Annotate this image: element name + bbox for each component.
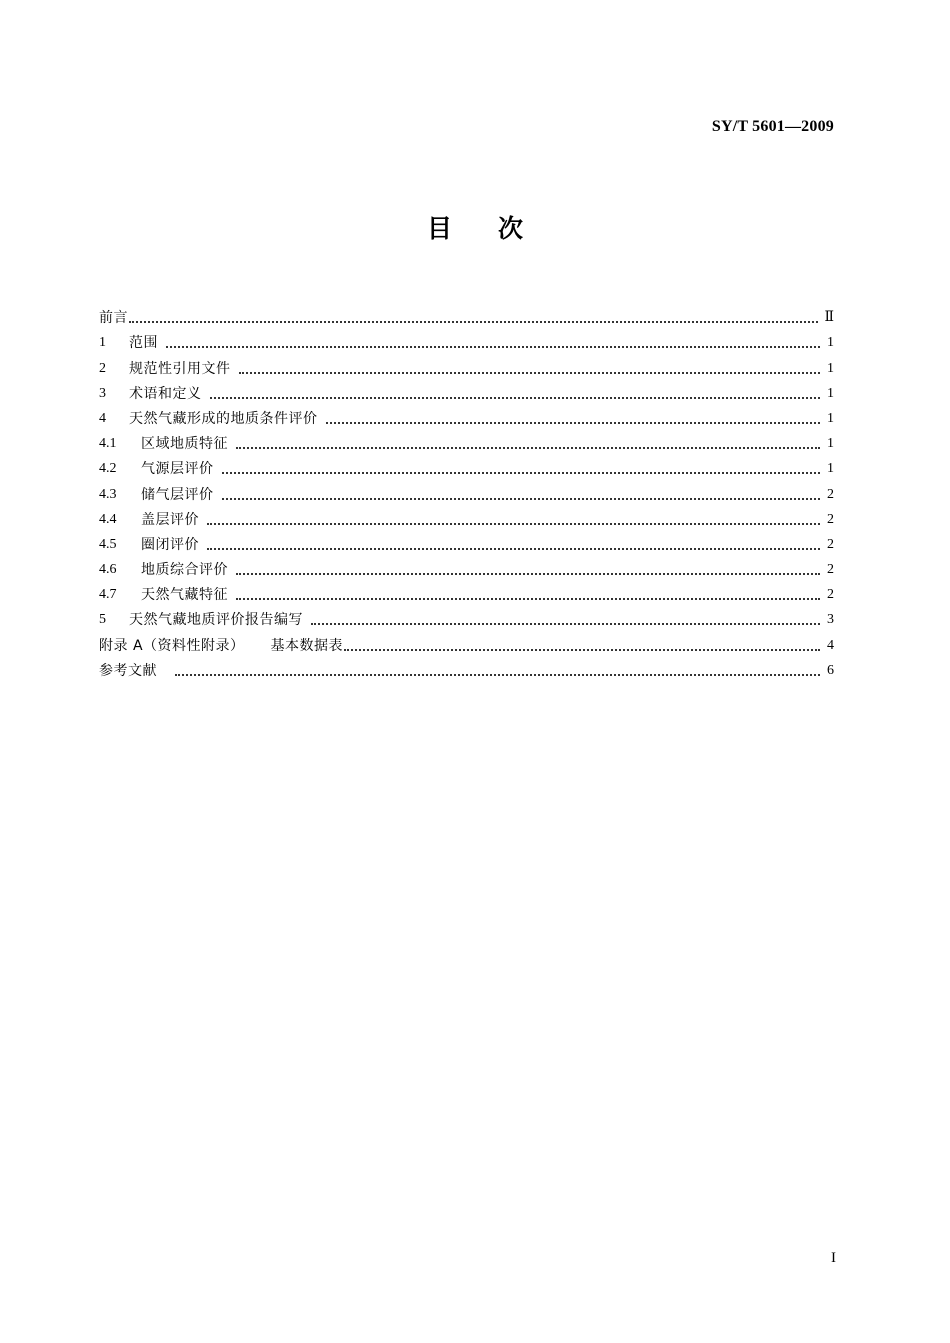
toc-entry-label: 天然气藏形成的地质条件评价 [129, 410, 318, 427]
toc-entry-4-2[interactable] [99, 454, 834, 479]
toc-entry-1[interactable] [99, 328, 834, 353]
toc-entry-number: 4 [99, 410, 106, 426]
toc-entry-label: 范围 [129, 335, 158, 352]
toc-entry-label: 天然气藏特征 [141, 587, 228, 604]
toc-entry-number: 4.6 [99, 562, 117, 578]
toc-entry-page: 2 [827, 536, 834, 552]
toc-leader-dots [239, 372, 821, 374]
toc-entry-page: 1 [827, 360, 834, 376]
toc-entry-page: 3 [827, 612, 834, 628]
toc-entry-page: 2 [827, 511, 834, 527]
toc-entry-3[interactable] [99, 379, 834, 404]
appendix-title: 基本数据表 [270, 637, 344, 654]
toc-entry-page: Ⅱ [824, 310, 834, 326]
toc-leader-dots [210, 397, 821, 399]
toc-entry-2[interactable] [99, 353, 834, 378]
toc-title [0, 212, 950, 246]
toc-leader-dots [236, 598, 820, 600]
toc-entry-4-1[interactable] [99, 429, 834, 454]
toc-leader-dots [207, 548, 820, 550]
toc-entry-number: 4.5 [99, 536, 117, 552]
toc-entry-page: 1 [827, 461, 834, 477]
toc-entry-foreword[interactable] [99, 303, 834, 328]
standard-code: SY/T 5601—2009 [711, 118, 834, 135]
toc-entry-bibliography[interactable] [99, 656, 834, 681]
toc-entry-label: 规范性引用文件 [129, 360, 231, 377]
toc-leader-dots [344, 649, 820, 651]
toc-entry-page: 1 [827, 335, 834, 351]
toc-leader-dots [129, 321, 818, 323]
toc-entry-label: 储气层评价 [141, 486, 214, 503]
toc-entry-4-7[interactable] [99, 580, 834, 605]
toc-title-char-2: 次 [498, 214, 524, 243]
toc-entry-page: 4 [827, 637, 834, 653]
toc-leader-dots [236, 447, 820, 449]
toc-entry-4-6[interactable] [99, 555, 834, 580]
page-number: I [831, 1250, 836, 1266]
toc-entry-label: 圈闭评价 [141, 536, 199, 553]
toc-leader-dots [207, 523, 820, 525]
toc-entry-page: 1 [827, 436, 834, 452]
toc-entry-page: 2 [827, 587, 834, 603]
toc-leader-dots [236, 573, 820, 575]
toc-leader-dots [166, 346, 820, 348]
toc-entry-4-4[interactable] [99, 505, 834, 530]
toc-leader-dots [175, 674, 820, 676]
toc-entry-page: 2 [827, 562, 834, 578]
appendix-label: 附录 A（资料性附录） [99, 637, 245, 654]
toc-entry-label: 区域地质特征 [141, 436, 228, 453]
toc-entry-4-3[interactable] [99, 479, 834, 504]
toc-entry-number: 4.4 [99, 511, 117, 527]
toc-entry-page: 6 [827, 662, 834, 678]
toc-title-char-1: 目 [426, 214, 452, 243]
toc-entry-number: 4.2 [99, 461, 117, 477]
toc-entry-number: 4.1 [99, 436, 117, 452]
toc-leader-dots [326, 422, 821, 424]
toc-entry-number: 4.7 [99, 587, 117, 603]
toc-entry-label: 参考文献 [99, 662, 157, 679]
toc-entry-4[interactable] [99, 404, 834, 429]
toc-entry-number: 4.3 [99, 486, 117, 502]
toc-entry-appendix-a[interactable] [99, 630, 834, 655]
toc-leader-dots [311, 623, 820, 625]
table-of-contents [99, 303, 834, 681]
toc-entry-4-5[interactable] [99, 530, 834, 555]
toc-leader-dots [222, 472, 821, 474]
toc-entry-label: 天然气藏地质评价报告编写 [129, 612, 303, 629]
toc-entry-label: 前言 [99, 310, 128, 327]
toc-entry-number: 1 [99, 335, 106, 351]
toc-entry-page: 1 [827, 410, 834, 426]
toc-entry-label: 盖层评价 [141, 511, 199, 528]
toc-entry-number: 2 [99, 360, 106, 376]
toc-entry-number: 5 [99, 612, 106, 628]
toc-entry-label: 气源层评价 [141, 461, 214, 478]
toc-entry-label: 术语和定义 [129, 385, 202, 402]
toc-entry-label [99, 636, 343, 656]
toc-entry-page: 2 [827, 486, 834, 502]
toc-entry-page: 1 [827, 385, 834, 401]
toc-entry-number: 3 [99, 385, 106, 401]
toc-entry-5[interactable] [99, 605, 834, 630]
toc-leader-dots [222, 498, 821, 500]
toc-entry-label: 地质综合评价 [141, 562, 228, 579]
